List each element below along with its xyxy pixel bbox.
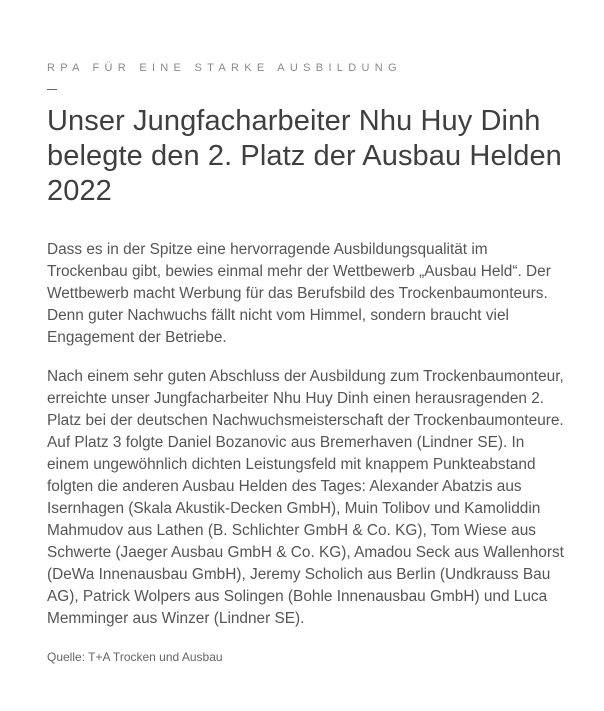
article-source: Quelle: T+A Trocken und Ausbau [47, 650, 223, 664]
article [47, 62, 567, 664]
article-paragraph-results: Nach einem sehr guten Abschluss der Ausbildung zum Trockenbaumonteur, erreichte unser Jungfacharbeiter Nhu Huy Dinh einen herausragenden 2. Platz bei der deutschen Nachwuchsmeisterschaft der Trockenbaumonteure. Auf Platz 3 folgte Daniel Bozanovic aus Bremerhaven (Lindner SE). In einem ungewöhnlich dichten Leistungsfeld mit knappem Punkteabstand folgten die anderen Ausbau Helden des Tages: Alexander Abatzis aus Isernhagen (Skala Akustik-Decken GmbH), Muin Tolibov und Kamoliddin Mahmudov aus Lathen (B. Schlichter GmbH & Co. KG), Tom Wiese aus Schwerte (Jaeger Ausbau GmbH & Co. KG), Amadou Seck aus Wallenhorst (DeWa Innenausbau GmbH), Jeremy Scholich aus Berlin (Undkrauss Bau AG), Patrick Wolpers aus Solingen (Bohle Innenausbau GmbH) und Luca Memminger aus Winzer (Lindner SE). [47, 368, 564, 627]
kicker-divider [47, 89, 57, 90]
article-headline: Unser Jungfacharbeiter Nhu Huy Dinh belegte den 2. Platz der Ausbau Helden 2022 [47, 105, 562, 207]
article-paragraph-intro: Dass es in der Spitze eine hervorragende Ausbildungsqualität im Trockenbau gibt, bewies einmal mehr der Wettbewerb „Ausbau Held“. Der Wettbewerb macht Werbung für das Berufsbild des Trockenbaumonteurs. Denn guter Nachwuchs fällt nicht vom Himmel, sondern braucht viel Engagement der Betriebe. [47, 241, 551, 346]
article-kicker: RPA FÜR EINE STARKE AUSBILDUNG [47, 62, 402, 74]
